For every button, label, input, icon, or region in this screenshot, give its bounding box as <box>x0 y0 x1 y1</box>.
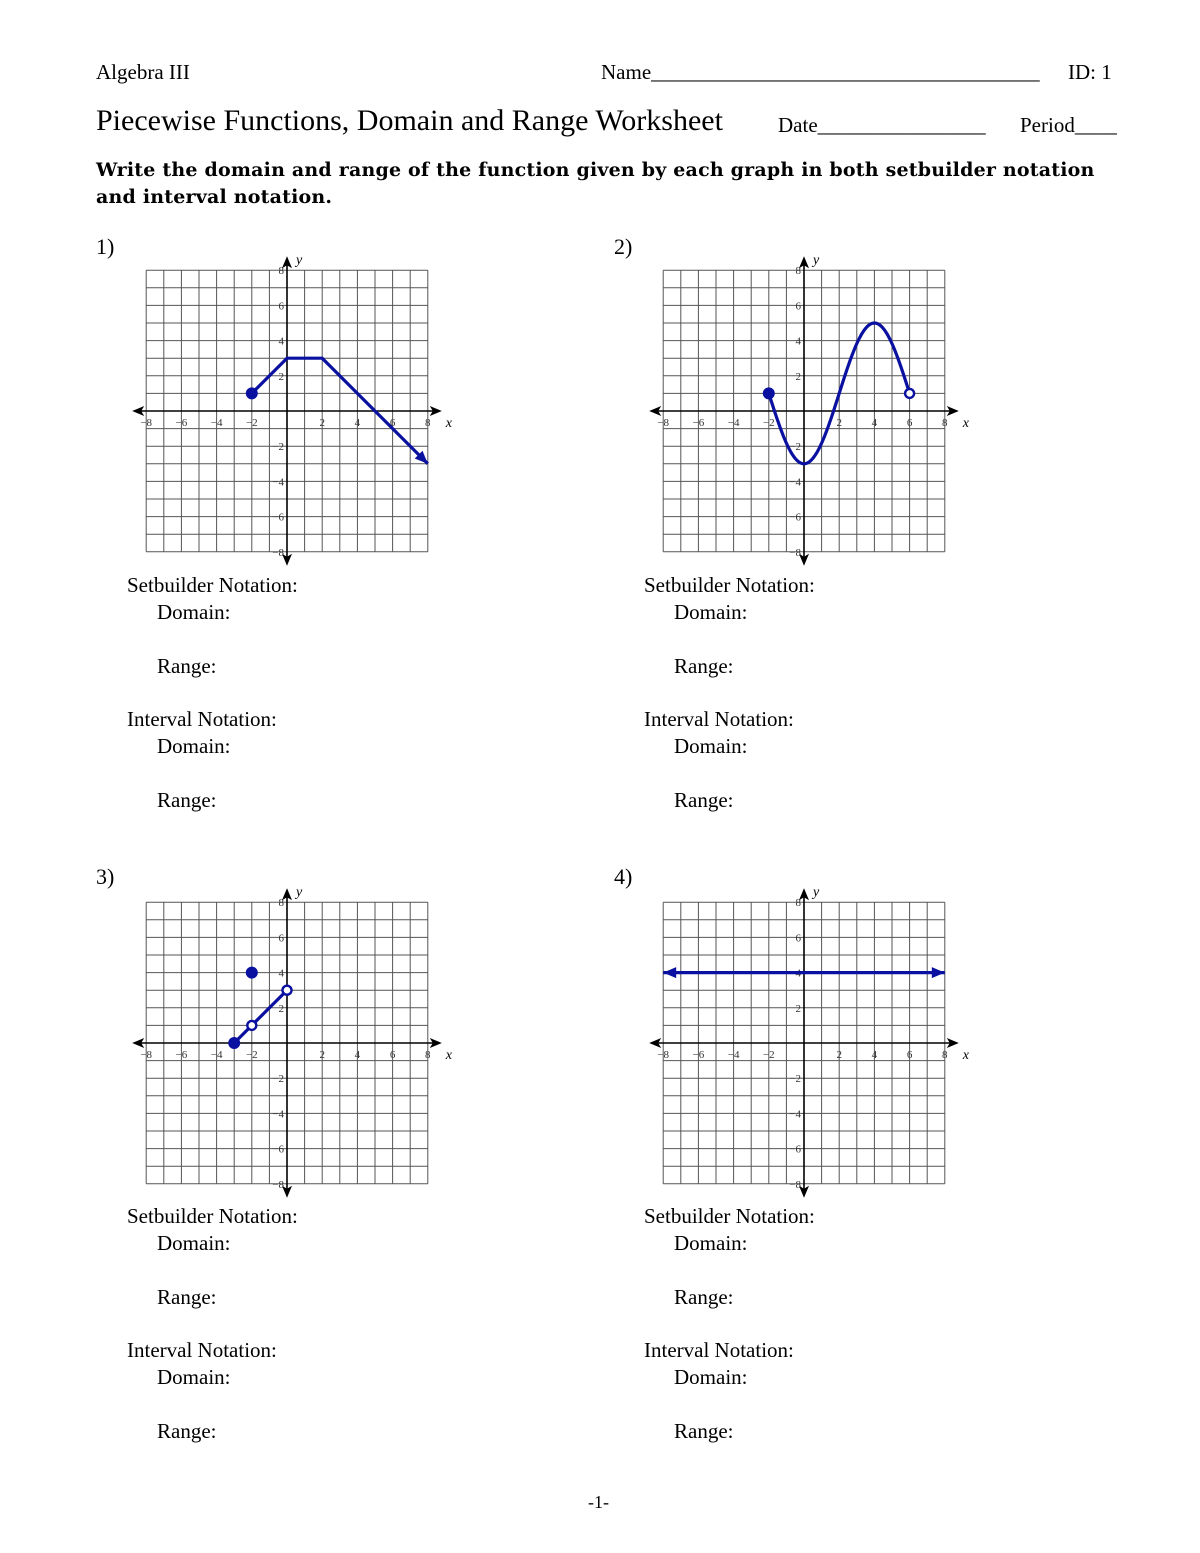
x-axis-label: x <box>962 416 970 431</box>
x-tick-label: −8 <box>657 417 670 429</box>
x-tick-label: −2 <box>762 1049 775 1061</box>
problem-number: 4) <box>614 864 633 889</box>
setbuilder-label: Setbuilder Notation: <box>127 573 298 597</box>
y-axis-label: y <box>296 885 303 901</box>
y-tick-label: −6 <box>272 1143 284 1156</box>
closed-point <box>246 388 257 399</box>
interval-label: Interval Notation: <box>644 1338 794 1362</box>
x-tick-label: 2 <box>836 1049 842 1061</box>
y-tick-label: −2 <box>789 441 801 454</box>
x-tick-label: −6 <box>175 1049 188 1061</box>
y-tick-label: −6 <box>272 511 284 524</box>
y-tick-label: −8 <box>789 546 801 559</box>
y-tick-label: −4 <box>789 1108 801 1121</box>
interval-range-label: Range: <box>157 1419 217 1443</box>
name-field[interactable] <box>601 60 1040 85</box>
x-tick-label: −2 <box>762 417 775 429</box>
y-tick-label: −8 <box>789 1178 801 1191</box>
y-tick-label: −4 <box>272 1108 284 1121</box>
x-tick-label: −4 <box>727 1049 740 1061</box>
y-tick-label: −8 <box>272 1178 284 1191</box>
problem-number: 1) <box>96 234 115 259</box>
closed-point <box>246 967 257 978</box>
y-tick-label: 2 <box>795 370 801 383</box>
x-tick-label: −2 <box>245 1049 258 1061</box>
x-tick-label: −6 <box>175 417 188 429</box>
closed-point <box>229 1038 240 1049</box>
y-axis-label: y <box>813 253 820 269</box>
curve-arrow <box>932 967 945 978</box>
date-label: Date <box>778 113 818 137</box>
y-tick-label: 8 <box>795 897 801 910</box>
setbuilder-domain-label: Domain: <box>157 1231 231 1255</box>
x-tick-label: −8 <box>657 1049 670 1061</box>
problem-number: 2) <box>614 234 633 259</box>
name-blank: _____________________________________ <box>651 60 1040 84</box>
instructions: Write the domain and range of the function given by each graph in both setbuilder notation and interval notation. <box>96 159 1095 208</box>
setbuilder-domain-label: Domain: <box>674 600 748 624</box>
closed-point <box>763 388 774 399</box>
graph-3 <box>115 872 465 1212</box>
open-point <box>905 389 914 398</box>
x-tick-label: 8 <box>942 1049 948 1061</box>
y-tick-label: −6 <box>789 511 801 524</box>
x-tick-label: 6 <box>389 1049 396 1061</box>
interval-range-label: Range: <box>157 788 217 812</box>
x-tick-label: 4 <box>871 417 878 429</box>
page-number: -1- <box>588 1492 609 1512</box>
x-tick-label: −6 <box>692 417 705 429</box>
x-tick-label: 4 <box>354 417 361 429</box>
interval-label: Interval Notation: <box>644 707 794 731</box>
graph-2 <box>632 240 982 580</box>
y-tick-label: 6 <box>278 932 284 945</box>
y-tick-label: −2 <box>789 1073 801 1086</box>
y-axis-label: y <box>296 253 303 269</box>
problem-number: 3) <box>96 864 115 889</box>
y-tick-label: −2 <box>272 1073 284 1086</box>
y-tick-label: −8 <box>272 546 284 559</box>
y-tick-label: −4 <box>789 476 801 489</box>
x-tick-label: 8 <box>942 417 948 429</box>
x-tick-label: 2 <box>319 1049 325 1061</box>
interval-domain-label: Domain: <box>157 734 231 758</box>
course-name: Algebra III <box>96 60 190 84</box>
interval-domain-label: Domain: <box>157 1365 231 1389</box>
y-tick-label: 2 <box>278 370 284 383</box>
interval-range-label: Range: <box>674 1419 734 1443</box>
x-tick-label: 4 <box>871 1049 878 1061</box>
y-tick-label: 6 <box>795 300 801 313</box>
x-tick-label: −8 <box>140 417 153 429</box>
setbuilder-range-label: Range: <box>674 654 734 678</box>
x-axis-label: x <box>445 1048 453 1063</box>
x-tick-label: −2 <box>245 417 258 429</box>
date-blank: ________________ <box>817 113 986 137</box>
x-tick-label: −4 <box>210 417 223 429</box>
x-tick-label: 8 <box>425 417 431 429</box>
x-tick-label: −4 <box>210 1049 223 1061</box>
open-point <box>283 986 292 995</box>
interval-domain-label: Domain: <box>674 734 748 758</box>
setbuilder-label: Setbuilder Notation: <box>644 573 815 597</box>
y-tick-label: 4 <box>795 967 801 980</box>
x-tick-label: 6 <box>389 417 396 429</box>
graph-4 <box>632 872 982 1212</box>
y-tick-label: −6 <box>789 1143 801 1156</box>
setbuilder-range-label: Range: <box>157 654 217 678</box>
interval-domain-label: Domain: <box>674 1365 748 1389</box>
worksheet-title: Piecewise Functions, Domain and Range Worksheet <box>96 104 723 137</box>
y-tick-label: 8 <box>795 265 801 278</box>
x-tick-label: −8 <box>140 1049 153 1061</box>
x-tick-label: 2 <box>836 417 842 429</box>
name-label: Name <box>601 60 652 84</box>
setbuilder-domain-label: Domain: <box>674 1231 748 1255</box>
x-tick-label: 4 <box>354 1049 361 1061</box>
curve-arrow <box>663 967 676 978</box>
setbuilder-domain-label: Domain: <box>157 600 231 624</box>
y-tick-label: 4 <box>278 335 284 348</box>
interval-range-label: Range: <box>674 788 734 812</box>
setbuilder-range-label: Range: <box>157 1285 217 1309</box>
x-tick-label: 8 <box>425 1049 431 1061</box>
y-tick-label: 6 <box>278 300 284 313</box>
worksheet-id: ID: 1 <box>1068 60 1112 84</box>
y-tick-label: 4 <box>795 335 801 348</box>
y-tick-label: −2 <box>272 441 284 454</box>
x-tick-label: −4 <box>727 417 740 429</box>
y-tick-label: 2 <box>795 1002 801 1015</box>
x-tick-label: −6 <box>692 1049 705 1061</box>
y-tick-label: 2 <box>278 1002 284 1015</box>
setbuilder-label: Setbuilder Notation: <box>127 1204 298 1228</box>
x-axis-label: x <box>445 416 453 431</box>
period-blank: ____ <box>1074 113 1117 137</box>
x-axis-label: x <box>962 1048 970 1063</box>
period-label: Period <box>1020 113 1075 137</box>
setbuilder-range-label: Range: <box>674 1285 734 1309</box>
setbuilder-label: Setbuilder Notation: <box>644 1204 815 1228</box>
y-tick-label: 4 <box>278 967 284 980</box>
y-tick-label: −4 <box>272 476 284 489</box>
graph-1 <box>115 240 465 580</box>
date-field[interactable] <box>778 113 986 138</box>
y-tick-label: 8 <box>278 265 284 278</box>
y-axis-label: y <box>813 885 820 901</box>
function-curve <box>234 990 287 1043</box>
y-tick-label: 6 <box>795 932 801 945</box>
interval-label: Interval Notation: <box>127 1338 277 1362</box>
period-field[interactable] <box>1020 113 1117 138</box>
x-tick-label: 6 <box>906 1049 913 1061</box>
interval-label: Interval Notation: <box>127 707 277 731</box>
x-tick-label: 6 <box>906 417 913 429</box>
y-tick-label: 8 <box>278 897 284 910</box>
x-tick-label: 2 <box>319 417 325 429</box>
open-point <box>247 1021 256 1030</box>
